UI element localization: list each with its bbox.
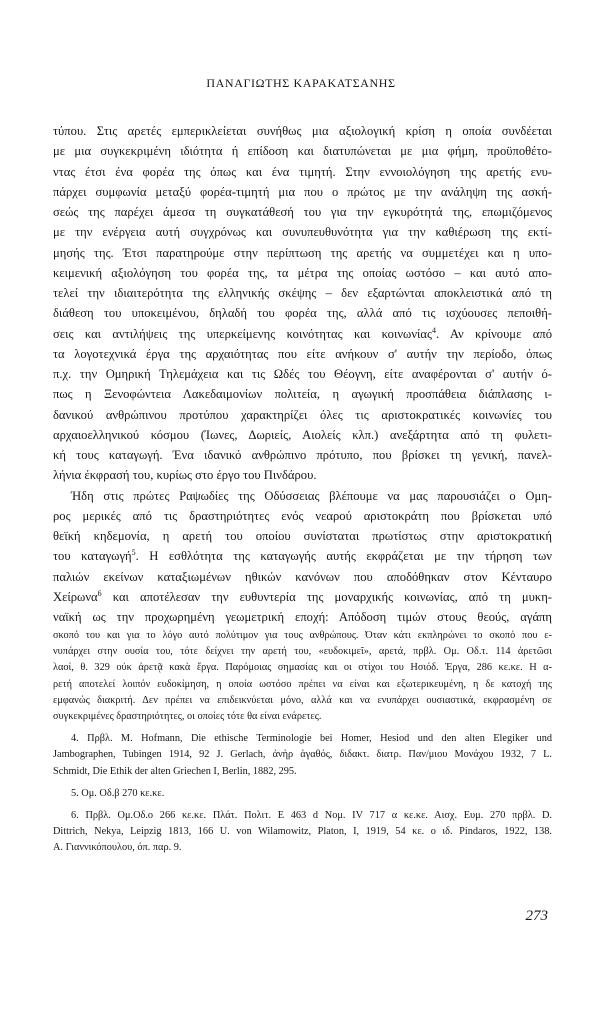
footnote-line: Α. Γιαννικόπουλου, όπ. παρ. 9. — [53, 842, 182, 854]
text-line: π.χ. την Ομηρική Τηλεμάχεια και τις Ωδές του Θέογνη, είτε αναφέρονται σ' αυτήν ό- — [53, 367, 552, 381]
footnote-ref-5: 5 — [131, 548, 136, 558]
text-line: κειμενική αξιολόγηση του φορέα της, τα μέτρα της οποίας ωστόσο – και αυτό απο- — [53, 265, 552, 280]
footnote-ref-6: 6 — [97, 588, 102, 598]
text-line: θεϊκή κηδεμονία, η αρετή του οποίου συνίσταται πρωτίστως στην αριστοκρατική — [53, 529, 552, 543]
text-line: τα λογοτεχνικά έργα της αρχαιότητας που είτε ανήκουν σ' αυτήν την περίοδο, όπως — [53, 346, 552, 361]
text-segment: . Η εσθλότητα της καταγωγής αυτής εκφράζεται με την τήρηση των — [135, 549, 552, 564]
footnote-line: Dittrich, Nekya, Leipzig 1813, 166 U. von Wilamowitz, Platon, I, 1919, 54 κε. ο ιδ. Pindaros, 1922, 138. — [53, 826, 552, 838]
main-text — [53, 121, 552, 627]
text-line: δανικού ανθρώπινου προτύπου χαρακτηρίζει όλες τις αριστοκρατικές κοινωνίες του — [53, 407, 552, 422]
text-line: μησής της. Έτσι παρατηρούμε στην περίπτωση της αρετής να συμμετέχει και η υπο- — [53, 245, 552, 260]
text-line: πάρχει συμφωνία μεταξύ φορέα-τιμητή μια που ο πρώτος με την ανάληψη της ασκή- — [53, 184, 552, 199]
text-line — [53, 587, 552, 607]
footnote-line: νυπάρχει στην ουσία του, τότε δείχνει την αρετή του, «ευδοκιμεῖ», αρετά, πρβλ. Ομ. Οδ.τ. 114 ἀρετῶσι — [53, 646, 552, 658]
footnote-line: Jambographen, Tubingen 1914, 92 J. Gerlach, ἀνὴρ ἀγαθός, διδακτ. διατρ. Παν/μιου Μονάχου 1932, 7 L. — [53, 749, 552, 761]
text-line: ναϊκή ως την προχωρημένη γεωμετρική εποχή: Απόδοση τιμών στους θεούς, αγάπη — [53, 610, 552, 624]
text-line: αρχαιοελληνικού κόσμου (Ίωνες, Δωριείς, Αιολείς κλπ.) ανεξάρτητα από τη φυλετι- — [53, 427, 552, 442]
text-line: τύπου. Στις αρετές εμπερικλείεται συνήθως μια αξιολογική κρίση η οποία συνδέεται — [53, 124, 552, 138]
text-line: ντας έτσι ένα φορέα της όπως και ένα τιμητή. Στην εννοιολόγηση της αρετής ενυ- — [53, 164, 552, 179]
text-line: διάθεση του υποκειμένου, δηλαδή του φορέα της, αλλά από τις ισχύουσες πεποιθή- — [53, 306, 552, 321]
text-line: με μια συγκεκριμένη ιδιότητα ή επίδοση και διατυπώνεται με μια φήμη, προϋποθέτο- — [53, 144, 552, 159]
footnote-6: 6. Πρβλ. Ομ.Οδ.ο 266 κε.κε. Πλάτ. Πολιτ. Ε 463 d Νομ. IV 717 α κε.κε. Αισχ. Ευμ. 270 πρβλ. D. — [71, 810, 552, 822]
footnote-line: λαοί, θ. 329 οὐκ ἀρετᾷ κακὰ ἔργα. Παρόμοιας σημασίας και οι στίχοι του Ησιόδ. Έργα, 286 κε.κε. Η α- — [53, 662, 552, 674]
footnote-line: σκοπό του και για το λόγο αυτό πολύτιμον για τους ανθρώπους. Όταν κάτι εκπληρώνει το σκοπό που ε- — [53, 630, 552, 641]
text-segment: Χείρωνα — [53, 589, 98, 604]
page-number: 273 — [525, 908, 548, 924]
text-line: σεώς της παρέχει άμεσα τη συγκατάθεσή του για την εγκυρότητά της, επωμιζόμενος — [53, 205, 552, 219]
footnote-5: 5. Ομ. Οδ.β 270 κε.κε. — [71, 787, 165, 799]
text-segment: και αποτέλεσαν την ευθυντερία της μοναρχικής κοινωνίας, από τη μυκη- — [101, 589, 552, 604]
text-line — [53, 324, 552, 344]
footnote-line: εμφανώς διακριτή. Δεν πρέπει να επιδεικνύεται μόνο, αλλά και να ενυπάρχει ουσιαστικά, εκφρασμένη σε — [53, 694, 552, 706]
text-line: Ήδη στις πρώτες Ραψωδίες της Οδύσσειας βλέπουμε να μας παρουσιάζει ο Ομη- — [71, 488, 552, 503]
text-line: ρος μερικές από τις δραστηριότητες ενός νεαρού αριστοκράτη που βρίσκεται υπό — [53, 508, 552, 523]
footnote-line: ρετή αποτελεί λοιπόν ευδοκίμηση, η οποία ωστόσο πρέπει να είναι και εξωτερικευμένη, η δε κατοχή της — [53, 678, 552, 690]
text-line: με την ενέργεια αυτή συγχρόνως και συνυπευθυνότητα για την καθιέρωση της εκτί- — [53, 225, 552, 240]
footnote-line: Schmidt, Die Ethik der alten Griechen I, Berlin, 1882, 295. — [53, 765, 297, 777]
text-line: τελεί την ιδιαιτερότητα της ελληνικής σκέψης – δεν εξαρτώνται αποκλειστικά από τη — [53, 286, 552, 300]
text-line: πως η Ξενοφώντεια Λακεδαιμονίων πολιτεία, η αγωγική προσπάθεια διάπλασης ι- — [53, 387, 552, 402]
text-line: λήνια έκφρασή του, κυρίως στο έργο του Πινδάρου. — [53, 468, 317, 483]
text-segment: σεις και αντιλήψεις της υπερκείμενης κοινότητας και κοινωνίας — [53, 326, 432, 341]
footnote-4: 4. Πρβλ. M. Hofmann, Die ethische Terminologie bei Homer, Hesiod und den alten Elegiker und — [71, 733, 552, 745]
running-header: ΠΑΝΑΓΙΩΤΗΣ ΚΑΡΑΚΑΤΣΑΝΗΣ — [206, 76, 396, 90]
text-segment: του καταγωγή — [53, 549, 132, 564]
footnote-ref-4: 4 — [432, 325, 436, 335]
text-line: κή τους καταγωγή. Ένα ιδανικό ανθρώπινο πρότυπο, που βρίσκει τη γενική, πανελ- — [53, 448, 552, 462]
text-line: παλιών εκείνων καταξιωμένων ηθικών κανόνων που αποδόθηκαν στον Κένταυρο — [53, 569, 552, 584]
text-segment: . Αν κρίνουμε από — [436, 326, 552, 341]
footnotes — [53, 628, 552, 857]
footnote-line: συγκεκριμένες δραστηριότητες, οι οποίες τότε θα είναι ενάρετες. — [53, 711, 322, 723]
text-line — [53, 546, 552, 566]
